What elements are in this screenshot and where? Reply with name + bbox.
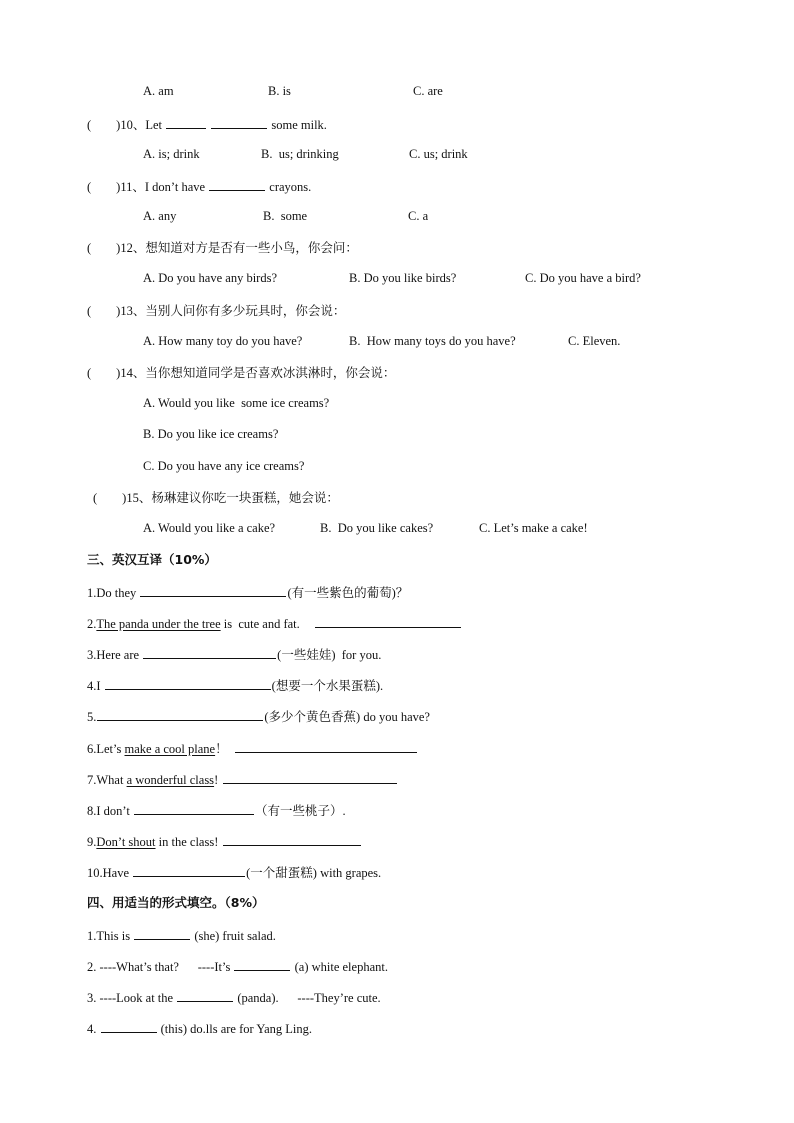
item-text: 6.Let’s xyxy=(87,742,125,756)
q12-option-b: B. Do you like birds? xyxy=(349,271,457,285)
q14-option-c: C. Do you have any ice creams? xyxy=(143,459,305,473)
q9-option-c: C. are xyxy=(413,84,443,98)
translate-item-3 xyxy=(87,646,381,663)
question-number: ( )15、 xyxy=(93,491,152,505)
question-text: I don’t have xyxy=(144,180,209,194)
question-text: crayons. xyxy=(266,180,312,194)
item-text: (想要一个水果蛋糕). xyxy=(271,679,384,693)
q13-option-b: B. How many toys do you have? xyxy=(349,334,516,348)
underlined-phrase: make a cool plane xyxy=(124,742,216,756)
item-text: 3. ----Look at the xyxy=(87,991,177,1005)
translate-item-2 xyxy=(87,615,462,632)
question-text: some milk. xyxy=(268,118,327,132)
item-text: in the class! xyxy=(155,835,219,849)
answer-blank[interactable] xyxy=(140,584,286,597)
answer-blank[interactable] xyxy=(134,927,190,940)
question-text: 杨琳建议你吃一块蛋糕，她会说： xyxy=(151,491,339,505)
item-text: 7.What xyxy=(87,773,127,787)
q14-option-a: A. Would you like some ice creams? xyxy=(143,396,330,410)
q10-option-b: B. us; drinking xyxy=(261,147,339,161)
item-text: 1.Do they xyxy=(87,586,140,600)
answer-blank[interactable] xyxy=(211,116,267,129)
q11-option-b: B. some xyxy=(263,209,308,223)
underlined-phrase: Don’t shout xyxy=(96,835,156,849)
translate-item-10 xyxy=(87,864,381,881)
question-text: Let xyxy=(145,118,166,132)
item-text: 5. xyxy=(87,710,97,724)
question-12 xyxy=(87,240,358,256)
translate-item-6 xyxy=(87,740,418,757)
item-text: ! xyxy=(214,773,219,787)
q11-option-a: A. any xyxy=(143,209,177,223)
q13-option-c: C. Eleven. xyxy=(568,334,621,348)
item-text: 3.Here are xyxy=(87,648,143,662)
question-14 xyxy=(87,365,395,381)
translate-item-5 xyxy=(87,708,430,725)
answer-blank[interactable] xyxy=(105,677,271,690)
underlined-phrase: a wonderful class xyxy=(126,773,215,787)
question-number: ( )12、 xyxy=(87,241,146,255)
item-text: ！ xyxy=(215,742,228,756)
item-text: (this) do.lls are for Yang Ling. xyxy=(157,1022,312,1036)
answer-blank[interactable] xyxy=(235,740,417,753)
answer-blank[interactable] xyxy=(134,802,254,815)
q9-option-a: A. am xyxy=(143,84,174,98)
answer-blank[interactable] xyxy=(97,708,263,721)
item-text: 1.This is xyxy=(87,929,134,943)
item-text: 4. xyxy=(87,1022,100,1036)
translate-item-9 xyxy=(87,833,362,850)
question-text: 当别人问你有多少玩具时，你会说： xyxy=(145,304,346,318)
q12-option-a: A. Do you have any birds? xyxy=(143,271,277,285)
item-text: (一个甜蛋糕) with grapes. xyxy=(246,866,382,880)
question-13 xyxy=(87,303,345,319)
q12-option-c: C. Do you have a bird? xyxy=(525,271,641,285)
answer-blank[interactable] xyxy=(234,958,290,971)
question-11 xyxy=(87,178,311,195)
item-text: 2. xyxy=(87,617,97,631)
item-text: 9. xyxy=(87,835,97,849)
item-text: 10.Have xyxy=(87,866,133,880)
answer-blank[interactable] xyxy=(177,989,233,1002)
answer-blank[interactable] xyxy=(101,1020,157,1033)
translate-item-7 xyxy=(87,771,398,788)
fill-item-1 xyxy=(87,927,276,944)
q13-option-a: A. How many toy do you have? xyxy=(143,334,303,348)
answer-blank[interactable] xyxy=(315,615,461,628)
item-text: (一些娃娃) for you. xyxy=(277,648,382,662)
q10-option-a: A. is; drink xyxy=(143,147,200,161)
item-text: 2. ----What’s that? ----It’s xyxy=(87,960,234,974)
answer-blank[interactable] xyxy=(209,178,265,191)
q9-option-b: B. is xyxy=(268,84,291,98)
item-text: (有一些紫色的葡萄)？ xyxy=(287,586,409,600)
item-text: (多少个黄色香蕉) do you have? xyxy=(264,710,430,724)
item-text: (a) white elephant. xyxy=(291,960,388,974)
answer-blank[interactable] xyxy=(143,646,276,659)
section-4-heading: 四、用适当的形式填空。（8%） xyxy=(87,895,265,910)
question-number: ( )14、 xyxy=(87,366,146,380)
q15-option-a: A. Would you like a cake? xyxy=(143,521,276,535)
fill-item-2 xyxy=(87,958,388,975)
answer-blank[interactable] xyxy=(133,864,245,877)
q11-option-c: C. a xyxy=(408,209,429,223)
question-10 xyxy=(87,116,327,133)
item-text: （有一些桃子）. xyxy=(254,804,346,818)
fill-item-4 xyxy=(87,1020,312,1037)
question-text: 想知道对方是否有一些小鸟，你会问： xyxy=(145,241,358,255)
item-text: (she) fruit salad. xyxy=(191,929,276,943)
q10-option-c: C. us; drink xyxy=(409,147,468,161)
underlined-phrase: The panda under the tree xyxy=(96,617,221,631)
question-number: ( )10、 xyxy=(87,118,146,132)
answer-blank[interactable] xyxy=(223,771,397,784)
q15-option-b: B. Do you like cakes? xyxy=(320,521,434,535)
question-text: 当你想知道同学是否喜欢冰淇淋时，你会说： xyxy=(145,366,396,380)
translate-item-8 xyxy=(87,802,346,819)
question-number: ( )13、 xyxy=(87,304,146,318)
question-15 xyxy=(93,490,339,506)
answer-blank[interactable] xyxy=(223,833,361,846)
item-text: is cute and fat. xyxy=(220,617,300,631)
item-text: 4.I xyxy=(87,679,104,693)
item-text: (panda). ----They’re cute. xyxy=(234,991,381,1005)
translate-item-4 xyxy=(87,677,383,694)
fill-item-3 xyxy=(87,989,381,1006)
question-number: ( )11、 xyxy=(87,180,145,194)
item-text: 8.I don’t xyxy=(87,804,133,818)
section-3-heading: 三、英汉互译（10%） xyxy=(87,552,217,567)
translate-item-1 xyxy=(87,584,408,601)
answer-blank[interactable] xyxy=(166,116,206,129)
q15-option-c: C. Let’s make a cake! xyxy=(479,521,588,535)
q14-option-b: B. Do you like ice creams? xyxy=(143,427,279,441)
